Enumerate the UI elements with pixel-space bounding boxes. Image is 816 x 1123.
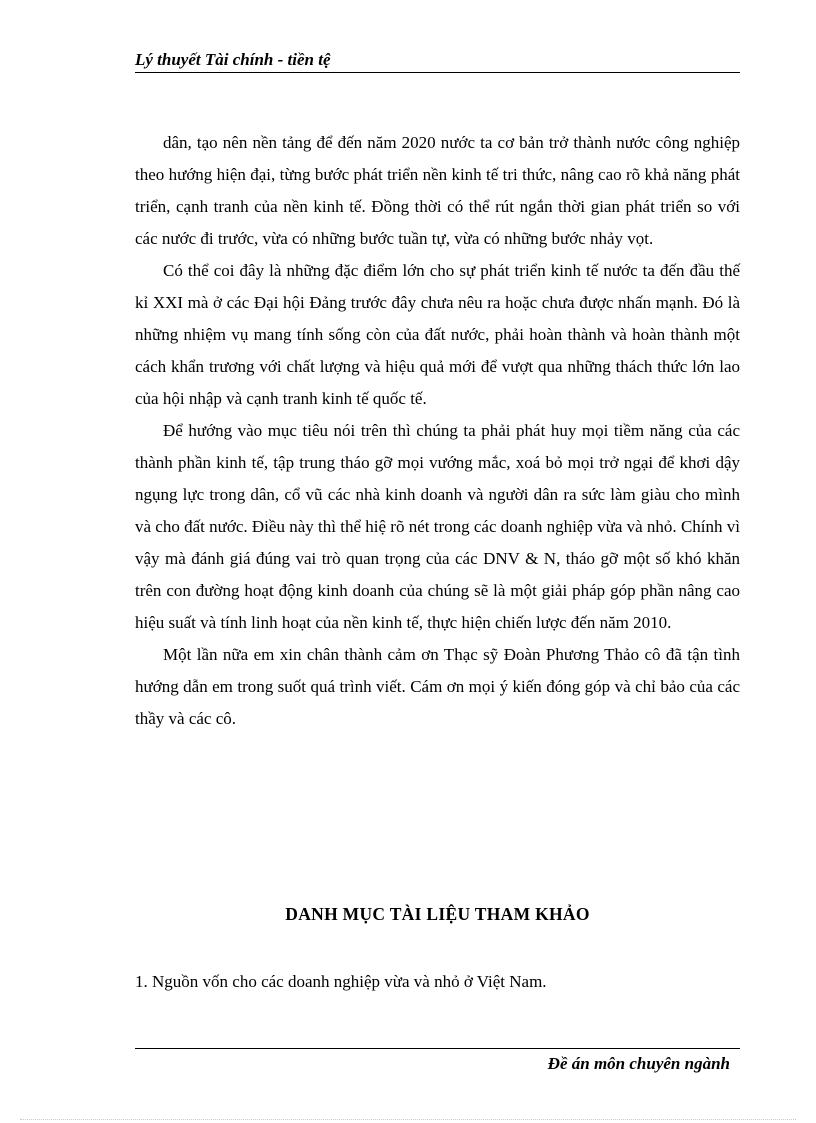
page-header — [135, 46, 740, 73]
body-paragraph: Để hướng vào mục tiêu nói trên thì chúng ta phải phát huy mọi tiềm năng của các thành phần kinh tế, tập trung tháo gỡ mọi vướng mắc, xoá bỏ mọi trở ngại để khơi dậy ngụng lực trong dân, cổ vũ các nhà kinh doanh và người dân ra sức làm giàu cho mình và cho đất nước. Điều này thì thể hiệ rõ nét trong các doanh nghiệp vừa và nhỏ. Chính vì vậy mà đánh giá đúng vai trò quan trọng của các DNV & N, tháo gỡ một số khó khăn trên con đường hoạt động kinh doanh của chúng sẽ là một giải pháp góp phần nâng cao hiệu suất và tính linh hoạt của nền kinh tế, thực hiện chiến lược đến năm 2010. — [135, 421, 740, 632]
footer-title: Đề án môn chuyên ngành — [547, 1054, 730, 1073]
page-bottom-dotted-border — [20, 1119, 796, 1120]
footer-divider — [135, 1048, 740, 1049]
reference-list — [135, 972, 740, 992]
body-paragraph: dân, tạo nên nền tảng để đến năm 2020 nước ta cơ bản trở thành nước công nghiệp theo hướng hiện đại, từng bước phát triển nền kinh tế tri thức, nâng cao rõ khả năng phát triển, cạnh tranh của nền kinh tế. Đồng thời có thể rút ngắn thời gian phát triển so với các nước đi trước, vừa có những bước tuần tự, vừa có những bước nhảy vọt. — [135, 133, 740, 248]
body-paragraph: Một lần nữa em xin chân thành cảm ơn Thạc sỹ Đoàn Phương Thảo cô đã tận tình hướng dẫn em trong suốt quá trình viết. Cám ơn mọi ý kiến đóng góp và chỉ bảo của các thầy và các cô. — [135, 645, 740, 728]
body-paragraph: Có thể coi đây là những đặc điểm lớn cho sự phát triển kinh tế nước ta đến đầu thế kỉ XXI mà ở các Đại hội Đảng trước đây chưa nêu ra hoặc chưa được nhấn mạnh. Đó là những nhiệm vụ mang tính sống còn của đất nước, phải hoàn thành và hoàn thành một cách khẩn trương với chất lượng và hiệu quả mới để vượt qua những thách thức lớn lao của hội nhập và cạnh tranh kinh tế quốc tế. — [135, 261, 740, 408]
header-title: Lý thuyết Tài chính - tiền tệ — [135, 50, 331, 69]
reference-item: 1. Nguồn vốn cho các doanh nghiệp vừa và nhỏ ở Việt Nam. — [135, 972, 547, 991]
references-heading: DANH MỤC TÀI LIỆU THAM KHẢO — [285, 904, 590, 924]
body-text — [135, 127, 740, 735]
